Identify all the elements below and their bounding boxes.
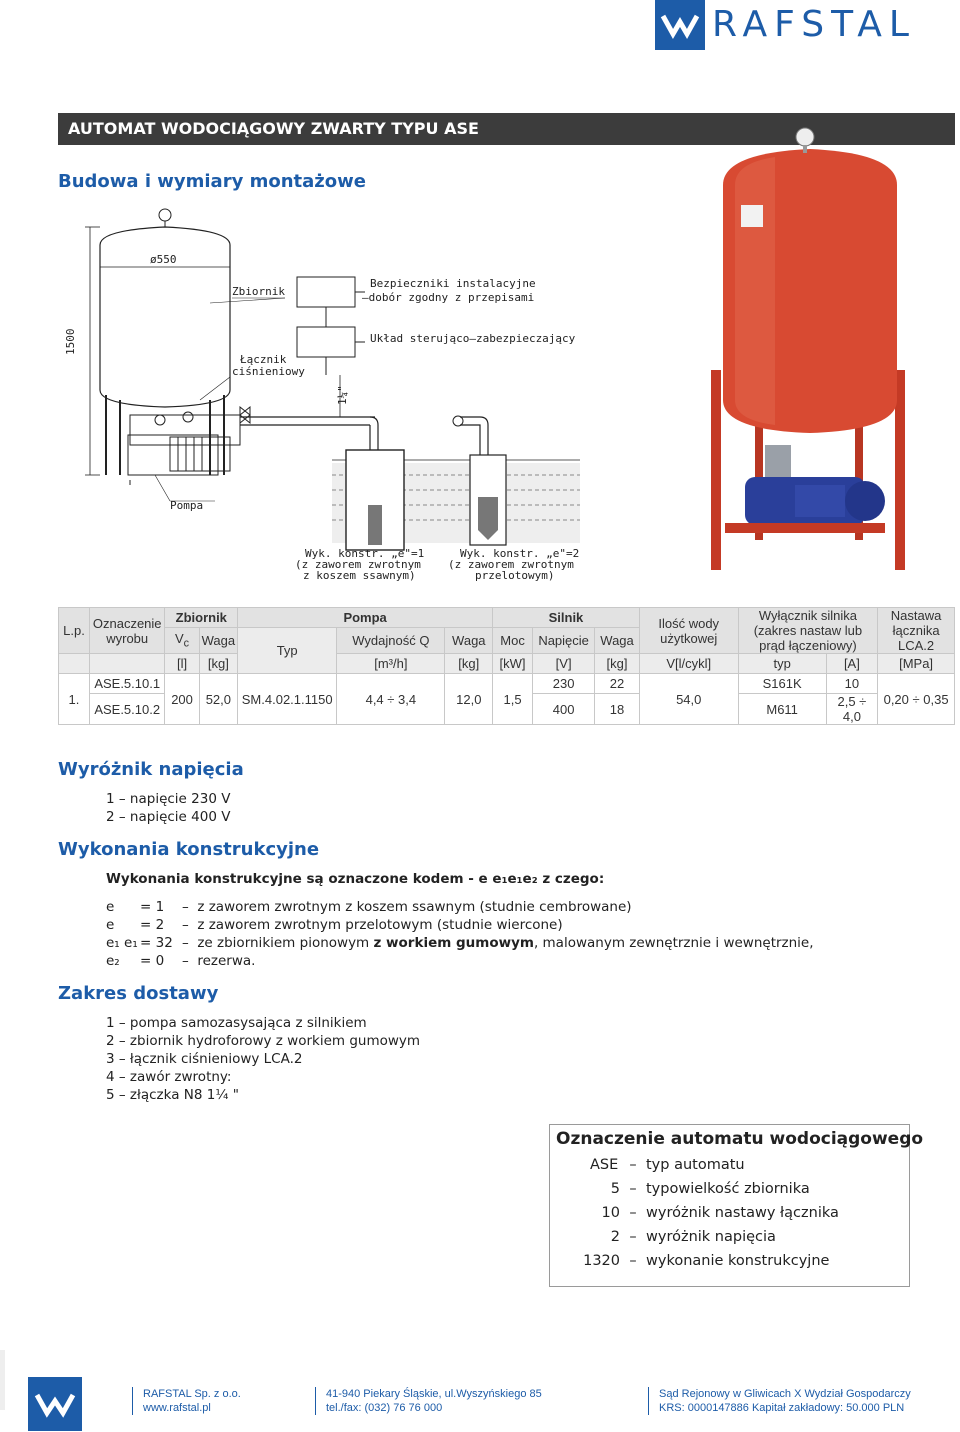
product-photo [705, 125, 915, 575]
col-header-type: Typ [238, 628, 337, 674]
unit-typ: typ [738, 654, 826, 674]
group-header-pump: Pompa [238, 608, 493, 628]
installation-diagram [60, 205, 600, 590]
scope-item-1: 1 – pompa samozasysająca z silnikiem [106, 1015, 367, 1031]
cell-type: SM.4.02.1.1150 [238, 674, 337, 725]
variant1-line2: (z zaworem zwrotnym [295, 558, 421, 571]
cell-switch-amp-1: 10 [826, 674, 878, 694]
col-header-switch: Wyłącznik silnika (zakres nastaw lub prąd łączeniowy) [738, 608, 878, 654]
cell-product-1: ASE.5.10.1 [89, 674, 165, 694]
col-header-power: Moc [493, 628, 533, 654]
col-header-tank-weight: Waga [199, 628, 237, 654]
col-header-motor-weight: Waga [595, 628, 640, 654]
footer-website-link[interactable]: www.rafstal.pl [143, 1402, 211, 1414]
pressure-switch-label-2: ciśnieniowy [232, 365, 305, 378]
unit-v: [V] [532, 654, 594, 674]
unit-mpa: [MPa] [878, 654, 955, 674]
pump-label: Pompa [170, 499, 204, 512]
fuse-label-1: Bezpieczniki instalacyjne [370, 277, 536, 290]
voltage-item-1: 1 – napięcie 230 V [106, 791, 231, 807]
cell-lp: 1. [59, 674, 90, 725]
cell-setting: 0,20 ÷ 0,35 [878, 674, 955, 725]
spec-table [58, 607, 955, 725]
designation-row: 10 – wyróżnik nastawy łącznika [601, 1205, 839, 1221]
control-unit-label: Układ sterująco–zabezpieczający [370, 332, 576, 345]
unit-a: [A] [826, 654, 878, 674]
scope-item-4: 4 – zawór zwrotny: [106, 1069, 232, 1085]
variant-row-4: e₂ = 0 – rezerwa. [106, 953, 256, 969]
cell-voltage-1: 230 [532, 674, 594, 694]
section-heading-voltage: Wyróżnik napięcia [58, 759, 244, 780]
footer-logo-mark [28, 1377, 82, 1431]
col-header-vc: $V_c$ [165, 628, 199, 654]
cell-switch-amp-2: 2,5 ÷ 4,0 [826, 694, 878, 725]
cell-power: 1,5 [493, 674, 533, 725]
group-header-tank: Zbiornik [165, 608, 238, 628]
col-header-product: Oznaczenie wyrobu [89, 608, 165, 654]
section-heading-build: Budowa i wymiary montażowe [58, 171, 366, 192]
designation-row: ASE – typ automatu [590, 1157, 745, 1173]
cell-water: 54,0 [639, 674, 738, 725]
variant2-line3: przelotowym) [475, 569, 555, 582]
group-header-motor: Silnik [493, 608, 640, 628]
scope-item-3: 3 – łącznik ciśnieniowy LCA.2 [106, 1051, 303, 1067]
cell-pump-weight: 12,0 [445, 674, 493, 725]
scope-item-2: 2 – zbiornik hydroforowy z workiem gumowym [106, 1033, 421, 1049]
unit-kg: [kg] [199, 654, 237, 674]
cell-tank-weight: 52,0 [199, 674, 237, 725]
unit-kg: [kg] [445, 654, 493, 674]
cell-switch-type-1: S161K [738, 674, 826, 694]
brand-name: RAFSTAL [712, 4, 916, 45]
designation-row: 2 – wyróżnik napięcia [610, 1229, 776, 1245]
variant1-line3: z koszem ssawnym) [303, 569, 416, 582]
variant2-line2: (z zaworem zwrotnym [448, 558, 574, 571]
cell-vc: 200 [165, 674, 199, 725]
height-label: 1500 [64, 328, 77, 355]
footer-address: 41-940 Piekary Śląskie, ul.Wyszyńskiego 85 tel./fax: (032) 76 76 000 [315, 1387, 542, 1415]
unit-kg: [kg] [595, 654, 640, 674]
footer-registry: Sąd Rejonowy w Gliwicach X Wydział Gospodarczy KRS: 0000147886 Kapitał zakładowy: 50.000 PLN [648, 1387, 911, 1415]
unit-l: [l] [165, 654, 199, 674]
cell-motor-weight-1: 22 [595, 674, 640, 694]
section-heading-variants: Wykonania konstrukcyjne [58, 839, 320, 860]
col-header-setting: Nastawa łącznika LCA.2 [878, 608, 955, 654]
variant-row-2: e = 2 – z zaworem zwrotnym przelotowym (studnie wiercone) [106, 917, 563, 933]
cell-product-2: ASE.5.10.2 [89, 694, 165, 725]
variant2-line1: Wyk. konstr. „e"=2 [460, 547, 580, 560]
scope-item-5: 5 – złączka N8 1¼ " [106, 1087, 239, 1103]
section-heading-scope: Zakres dostawy [58, 983, 219, 1004]
cell-switch-type-2: M611 [738, 694, 826, 725]
rafstal-logo-mark [655, 0, 705, 50]
designation-row: 1320 – wykonanie konstrukcyjne [583, 1253, 830, 1269]
variant-row-1: e = 1 – z zaworem zwrotnym z koszem ssawnym (studnie cembrowane) [106, 899, 632, 915]
col-header-capacity: Wydajność Q [337, 628, 445, 654]
col-header-pump-weight: Waga [445, 628, 493, 654]
tank-label: Zbiornik [232, 285, 285, 298]
unit-kw: [kW] [493, 654, 533, 674]
cell-capacity: 4,4 ÷ 3,4 [337, 674, 445, 725]
cell-motor-weight-2: 18 [595, 694, 640, 725]
designation-title: Oznaczenie automatu wodociągowego [556, 1129, 924, 1149]
pipe-size-label: 1¼" [336, 385, 349, 405]
variant1-line1: Wyk. konstr. „e"=1 [305, 547, 425, 560]
diameter-label: ø550 [150, 253, 177, 266]
unit-vl: V[l/cykl] [639, 654, 738, 674]
col-header-water: Ilość wody użytkowej [639, 608, 738, 654]
voltage-item-2: 2 – napięcie 400 V [106, 809, 231, 825]
cell-voltage-2: 400 [532, 694, 594, 725]
col-header-lp: L.p. [59, 608, 90, 654]
pressure-switch-label-1: Łącznik [240, 353, 287, 366]
variant-row-3: e₁ e₁ = 32 – ze zbiornikiem pionowym z workiem gumowym, malowanym zewnętrznie i wewnętrznie, [106, 935, 814, 951]
designation-row: 5 – typowielkość zbiornika [610, 1181, 810, 1197]
unit-m3h: [m³/h] [337, 654, 445, 674]
col-header-voltage: Napięcie [532, 628, 594, 654]
variants-intro: Wykonania konstrukcyjne są oznaczone kodem - e e₁e₁e₂ z czego: [106, 871, 605, 887]
footer-company: RAFSTAL Sp. z o.o. www.rafstal.pl [132, 1387, 241, 1415]
page-title: AUTOMAT WODOCIĄGOWY ZWARTY TYPU ASE [58, 113, 955, 145]
fuse-label-2: –dobór zgodny z przepisami [362, 291, 535, 304]
